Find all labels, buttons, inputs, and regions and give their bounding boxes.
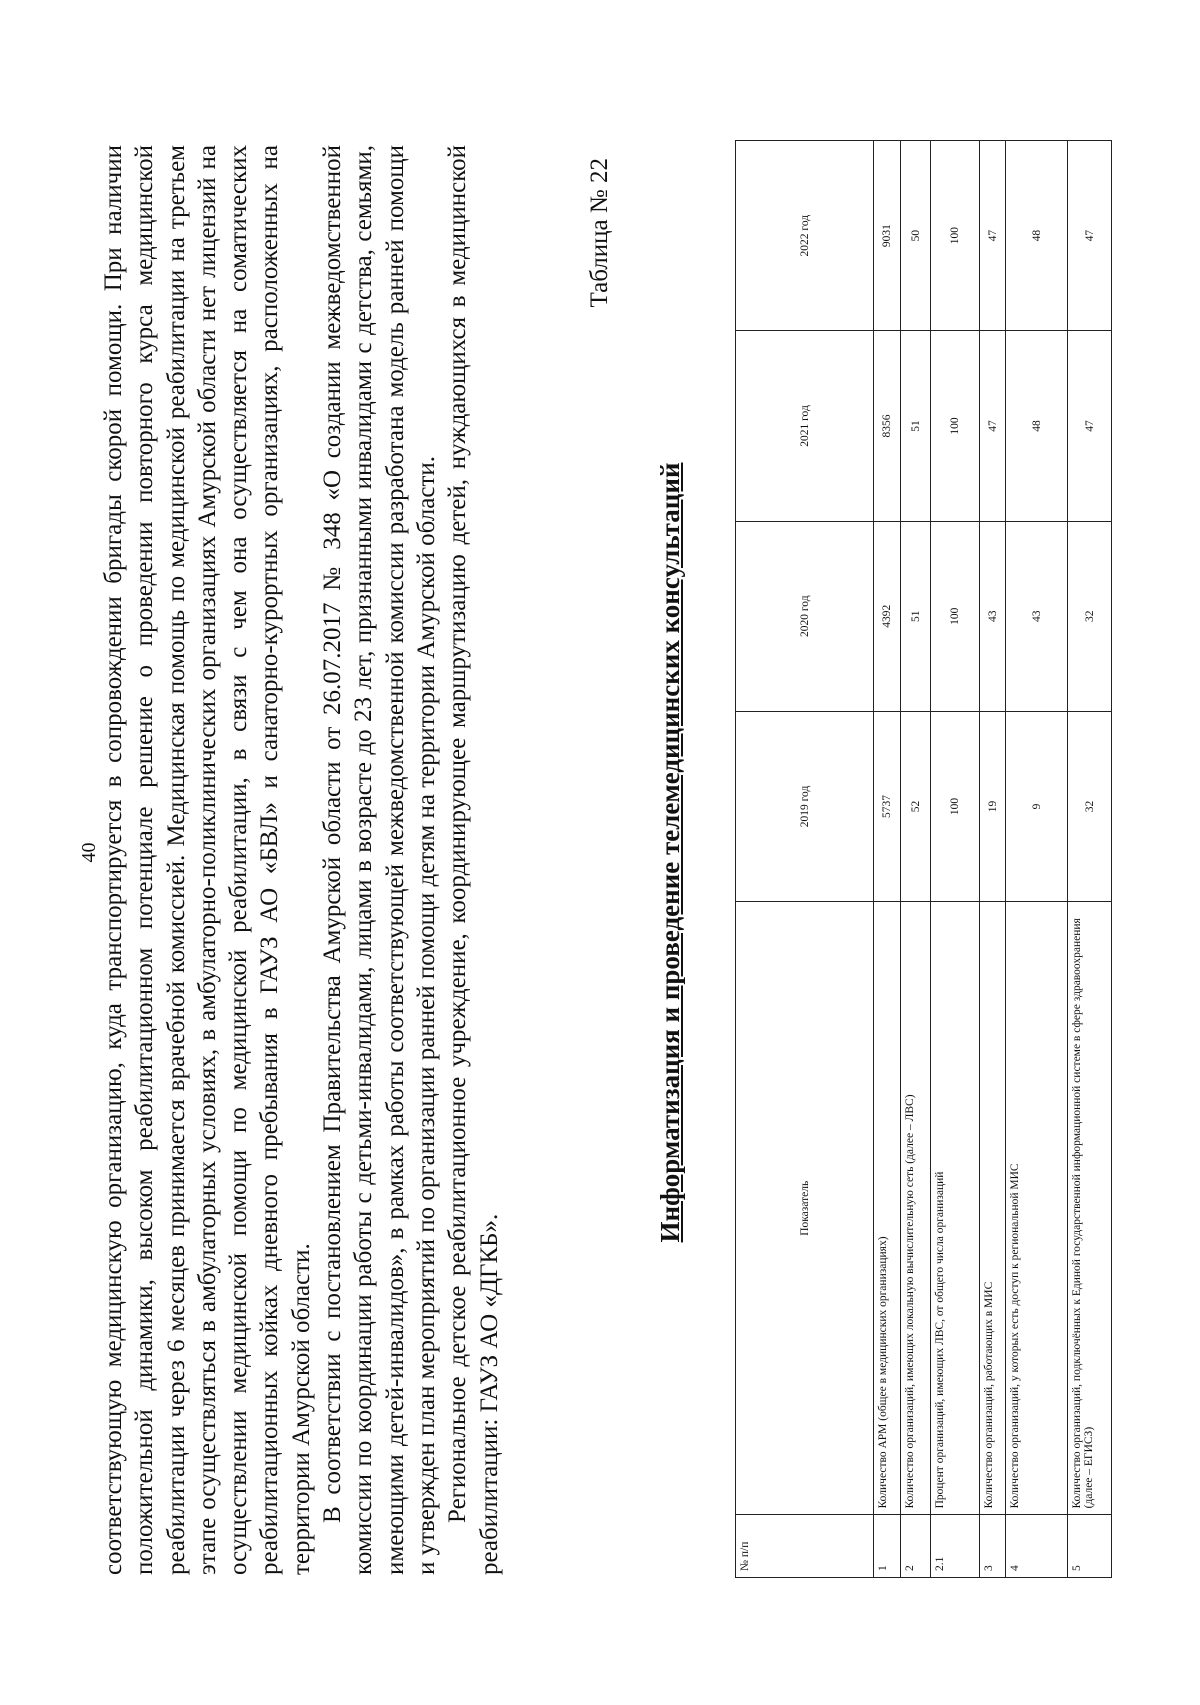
table-row bbox=[901, 141, 931, 1578]
cell-2020: 43 bbox=[980, 521, 1006, 711]
row-indicator: Процент организаций, имеющих ЛВС, от общего числа организаций bbox=[931, 902, 980, 1515]
paragraph-3: Региональное детское реабилитационное учреждение, координирующее маршрутизацию детей, нуждающихся в медицинской реабилитации: ГАУЗ АО «ДГКБ». bbox=[444, 145, 503, 1575]
row-indicator: Количество организаций, имеющих локальную вычислительную сеть (далее – ЛВС) bbox=[901, 902, 931, 1515]
table-label: Таблица № 22 bbox=[586, 158, 613, 308]
row-num: 5 bbox=[1068, 1515, 1112, 1578]
row-num: 2 bbox=[901, 1515, 931, 1578]
cell-2019: 19 bbox=[980, 711, 1006, 901]
cell-2019: 32 bbox=[1068, 711, 1112, 901]
cell-2021: 47 bbox=[980, 331, 1006, 521]
cell-2020: 43 bbox=[1006, 521, 1068, 711]
cell-2019: 52 bbox=[901, 711, 931, 901]
row-num: 3 bbox=[980, 1515, 1006, 1578]
cell-2021: 8356 bbox=[874, 331, 901, 521]
header-2022: 2022 год bbox=[736, 141, 874, 331]
row-num: 1 bbox=[874, 1515, 901, 1578]
cell-2019: 9 bbox=[1006, 711, 1068, 901]
table-header-row bbox=[736, 141, 874, 1578]
cell-2022: 48 bbox=[1006, 141, 1068, 331]
cell-2021: 47 bbox=[1068, 331, 1112, 521]
body-text bbox=[98, 145, 505, 1575]
cell-2019: 100 bbox=[931, 711, 980, 901]
cell-2022: 47 bbox=[1068, 141, 1112, 331]
row-indicator: Количество организаций, подключённых к Единой государственной информационной системе в сфере здравоохранения (далее – ЕГИСЗ) bbox=[1068, 902, 1112, 1515]
header-indicator: Показатель bbox=[736, 902, 874, 1515]
row-num: 4 bbox=[1006, 1515, 1068, 1578]
row-num: 2.1 bbox=[931, 1515, 980, 1578]
header-num: № п/п bbox=[736, 1515, 874, 1578]
header-2020: 2020 год bbox=[736, 521, 874, 711]
cell-2021: 48 bbox=[1006, 331, 1068, 521]
cell-2020: 4392 bbox=[874, 521, 901, 711]
table-row bbox=[874, 141, 901, 1578]
data-table bbox=[735, 140, 1112, 1578]
table-row bbox=[1068, 141, 1112, 1578]
cell-2020: 51 bbox=[901, 521, 931, 711]
row-indicator: Количество АРМ (общее в медицинских организациях) bbox=[874, 902, 901, 1515]
cell-2021: 100 bbox=[931, 331, 980, 521]
cell-2021: 51 bbox=[901, 331, 931, 521]
table-row bbox=[931, 141, 980, 1578]
page-number: 40 bbox=[78, 842, 100, 863]
paragraph-1: соответствующую медицинскую организацию, куда транспортируется в сопровождении бригады скорой помощи. При наличии положительной динамики, высоком реабилитационном потенциале решение о проведении повторного курса медицинской реабилитации через 6 месяцев принимается врачебной комиссией. Медицинская помощь по медицинской реабилитации на третьем этапе осуществляться в амбулаторных условиях, в амбулаторно-поликлинических организациях Амурской области нет лицензий на осуществлении медицинской помощи по медицинской реабилитации, в связи с чем она осуществляется на соматических реабилитационных койках дневного пребывания в ГАУЗ АО «БВЛ» и санаторно-курортных организациях, расположенных на территории Амурской области. bbox=[100, 145, 315, 1575]
row-indicator: Количество организаций, работающих в МИС bbox=[980, 902, 1006, 1515]
table-title: Информатизация и проведение телемедицинских консультаций bbox=[655, 462, 685, 1243]
table-row bbox=[1006, 141, 1068, 1578]
cell-2022: 50 bbox=[901, 141, 931, 331]
cell-2022: 100 bbox=[931, 141, 980, 331]
paragraph-2: В соответствии с постановлением Правительства Амурской области от 26.07.2017 № 348 «О создании межведомственной комиссии по координации работы с детьми-инвалидами, лицами в возрасте до 23 лет, признанными инвалидами с детства, семьями, имеющими детей-инвалидов», в рамках работы соответствующей межведомственной комиссии разработана модель ранней помощи и утвержден план мероприятий по организации ранней помощи детям на территории Амурской области. bbox=[319, 145, 440, 1575]
cell-2020: 32 bbox=[1068, 521, 1112, 711]
cell-2019: 5737 bbox=[874, 711, 901, 901]
table-row bbox=[980, 141, 1006, 1578]
row-indicator: Количество организаций, у которых есть доступ к региональной МИС bbox=[1006, 902, 1068, 1515]
cell-2022: 9031 bbox=[874, 141, 901, 331]
cell-2020: 100 bbox=[931, 521, 980, 711]
header-2019: 2019 год bbox=[736, 711, 874, 901]
cell-2022: 47 bbox=[980, 141, 1006, 331]
header-2021: 2021 год bbox=[736, 331, 874, 521]
